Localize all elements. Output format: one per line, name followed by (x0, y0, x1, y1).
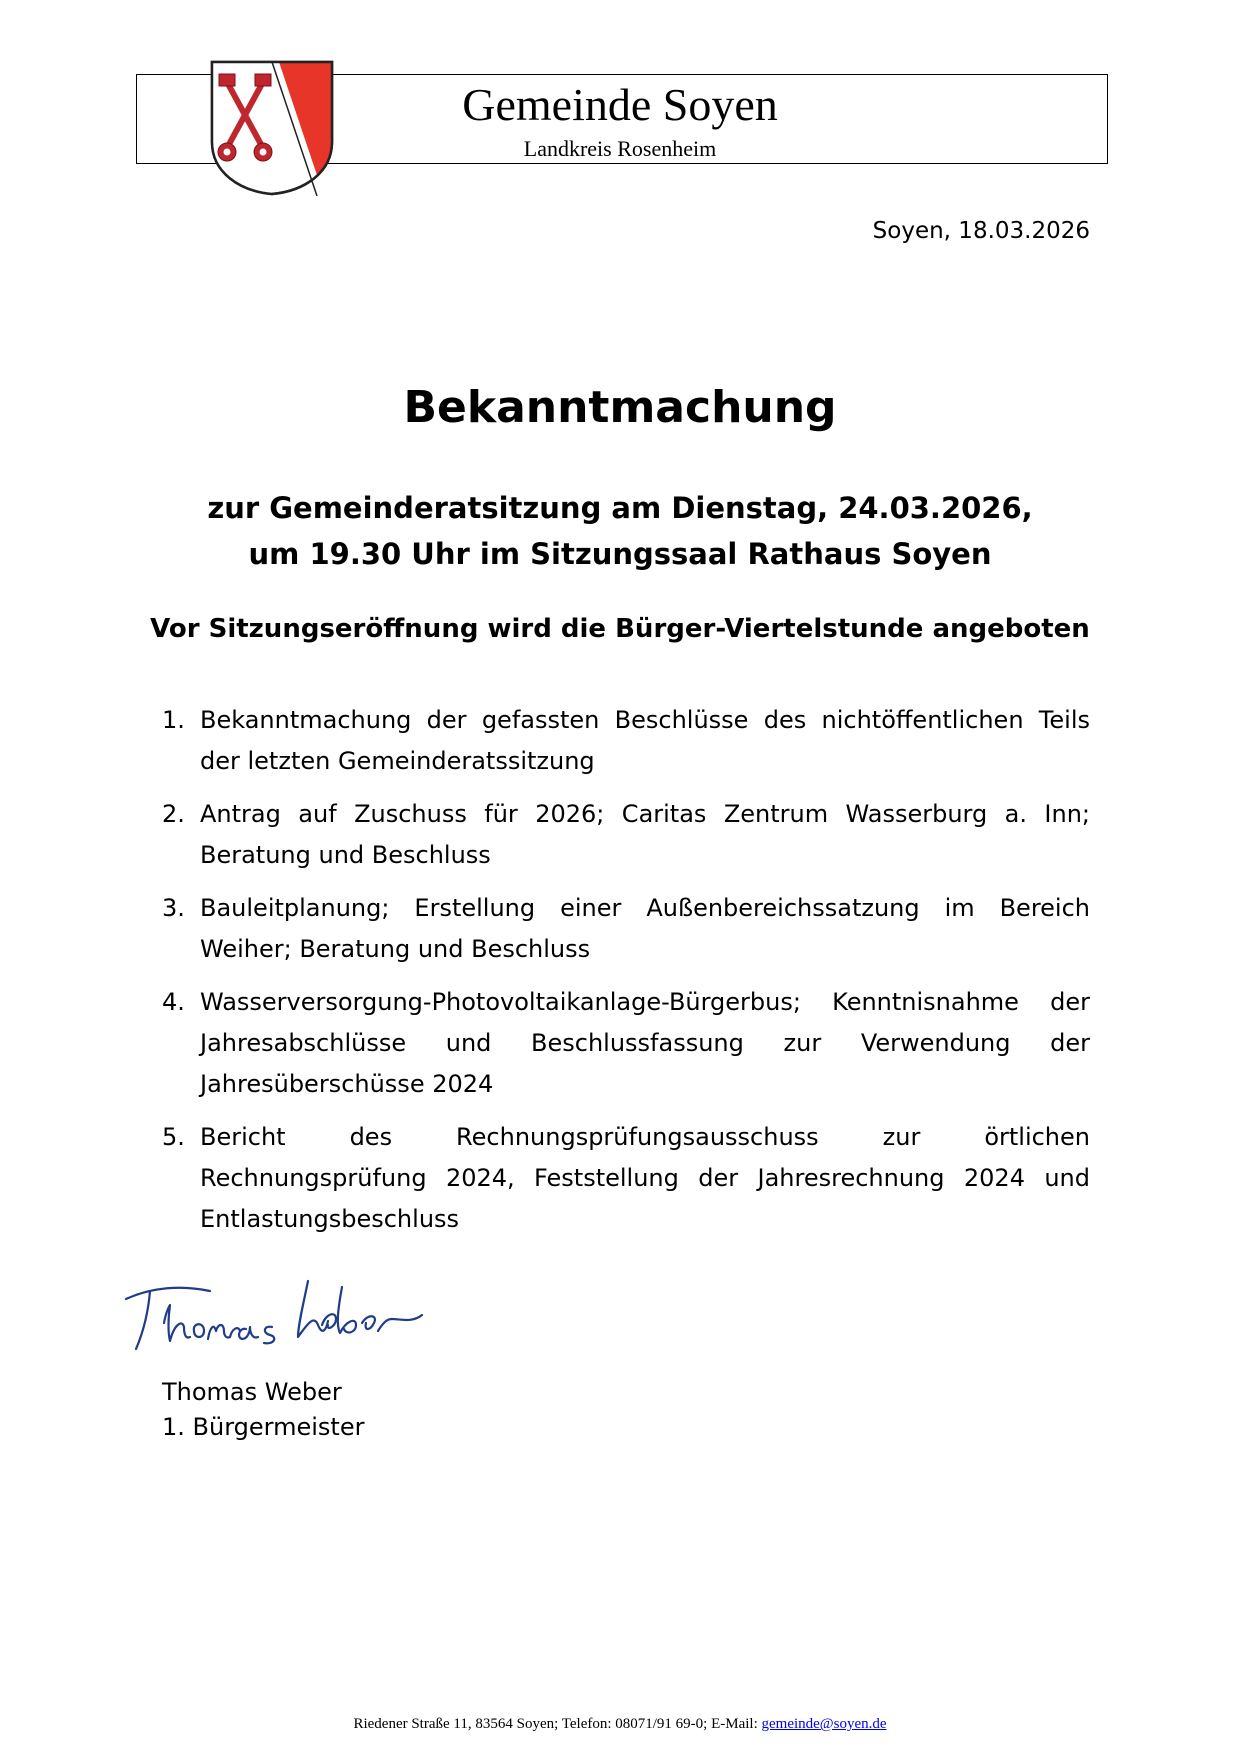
meeting-info-line-1: zur Gemeinderatsitzung am Dienstag, 24.03.2026, (207, 491, 1033, 525)
footer-contact (0, 1716, 1240, 1733)
handwritten-signature (122, 1275, 467, 1355)
agenda-item (162, 700, 1090, 782)
meeting-info-line-2: um 19.30 Uhr im Sitzungssaal Rathaus Soyen (248, 537, 992, 571)
organization-district: Landkreis Rosenheim (523, 136, 717, 161)
organization-name: Gemeinde Soyen (462, 79, 778, 130)
signer-block (162, 1375, 364, 1445)
coat-of-arms-icon (209, 60, 335, 196)
meeting-info (0, 485, 1240, 577)
agenda-item (162, 1117, 1090, 1240)
agenda-item (162, 888, 1090, 970)
agenda-list (162, 700, 1090, 1252)
signer-role: 1. Bürgermeister (162, 1413, 365, 1441)
signer-name: Thomas Weber (162, 1378, 342, 1406)
date-line: Soyen, 18.03.2026 (872, 218, 1090, 244)
agenda-item-text: Bekanntmachung der gefassten Beschlüsse des nichtöffentlichen Teils der letzten Gemeinderatssitzung (200, 706, 1090, 775)
agenda-item-number: 2. (162, 800, 185, 828)
footer-email-link[interactable]: gemeinde@soyen.de (761, 1716, 887, 1732)
citizen-quarter-hour-notice: Vor Sitzungseröffnung wird die Bürger-Viertelstunde angeboten (150, 614, 1090, 644)
agenda-item-number: 1. (162, 706, 185, 734)
agenda-item-text: Bericht des Rechnungsprüfungsausschuss zur örtlichen Rechnungsprüfung 2024, Feststellung der Jahresrechnung 2024 und Entlastungsbeschluss (200, 1123, 1090, 1233)
agenda-item-text: Bauleitplanung; Erstellung einer Außenbereichssatzung im Bereich Weiher; Beratung und Beschluss (200, 894, 1090, 963)
agenda-item-number: 3. (162, 894, 185, 922)
agenda-item-number: 5. (162, 1123, 185, 1151)
agenda-item-number: 4. (162, 988, 185, 1016)
agenda-item-text: Antrag auf Zuschuss für 2026; Caritas Zentrum Wasserburg a. Inn; Beratung und Beschluss (200, 800, 1090, 869)
page-title: Bekanntmachung (403, 382, 837, 433)
agenda-item-text: Wasserversorgung-Photovoltaikanlage-Bürgerbus; Kenntnisnahme der Jahresabschlüsse und Beschlussfassung zur Verwendung der Jahresüberschüsse 2024 (200, 988, 1090, 1098)
agenda-item (162, 794, 1090, 876)
footer-address: Riedener Straße 11, 83564 Soyen; Telefon: 08071/91 69-0; E-Mail: (353, 1716, 762, 1732)
agenda-item (162, 982, 1090, 1105)
